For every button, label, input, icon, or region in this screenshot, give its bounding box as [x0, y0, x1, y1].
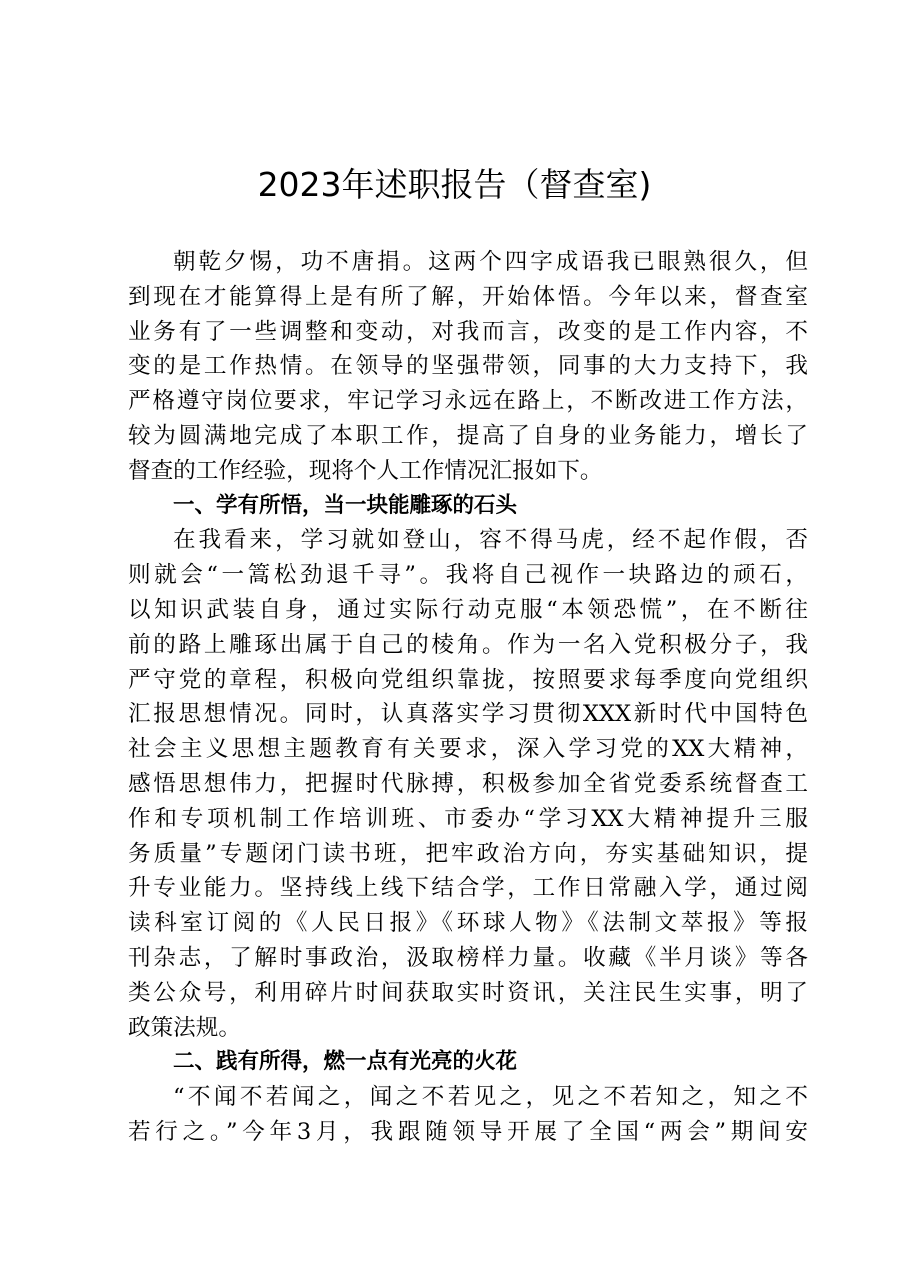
text-line: 较为圆满地完成了本职工作，提高了自身的业务能力，增长了 — [128, 422, 808, 449]
text-line: 业务有了一些调整和变动，对我而言，改变的是工作内容，不 — [128, 318, 808, 345]
text-line: 若行之。”今年3月，我跟随领导开展了全国“两会”期间安 — [128, 1118, 808, 1145]
document-title: 2023年述职报告（督查室) — [257, 165, 652, 204]
text-line: 则就会“一篙松劲退千寻”。我将自己视作一块路边的顽石， — [128, 562, 808, 589]
text-line: 务质量”专题闭门读书班，把牢政治方向，夯实基础知识，提 — [128, 840, 808, 867]
text-line: 前的路上雕琢出属于自己的棱角。作为一名入党积极分子，我 — [128, 631, 808, 658]
text-line: 读科室订阅的《人民日报》《环球人物》《法制文萃报》等报 — [128, 910, 808, 937]
section-heading: 一、学有所悟，当一块能雕琢的石头 — [173, 492, 518, 518]
text-line: “不闻不若闻之，闻之不若见之，见之不若知之，知之不 — [173, 1084, 808, 1111]
text-line: 汇报思想情况。同时，认真落实学习贯彻XXX新时代中国特色 — [128, 701, 808, 728]
text-line: 作和专项机制工作培训班、市委办“学习XX大精神提升三服 — [128, 805, 808, 832]
text-line: 督查的工作经验，现将个人工作情况汇报如下。 — [128, 457, 603, 484]
text-line: 升专业能力。坚持线上线下结合学，工作日常融入学，通过阅 — [128, 875, 808, 902]
text-line: 感悟思想伟力，把握时代脉搏，积极参加全省党委系统督查工 — [128, 770, 808, 797]
text-line: 类公众号，利用碎片时间获取实时资讯，关注民生实事，明了 — [128, 979, 808, 1006]
text-line: 严格遵守岗位要求，牢记学习永远在路上，不断改进工作方法， — [128, 388, 808, 415]
text-line: 在我看来，学习就如登山，容不得马虎，经不起作假，否 — [173, 527, 808, 554]
text-line: 变的是工作热情。在领导的坚强带领，同事的大力支持下，我 — [128, 353, 808, 380]
text-line: 到现在才能算得上是有所了解，开始体悟。今年以来，督查室 — [128, 283, 808, 310]
text-line: 朝乾夕惕，功不唐捐。这两个四字成语我已眼熟很久，但 — [173, 249, 808, 275]
section-heading: 二、践有所得，燃一点有光亮的火花 — [173, 1049, 518, 1075]
text-line: 刊杂志，了解时事政治，汲取榜样力量。收藏《半月谈》等各 — [128, 944, 808, 971]
document-body — [128, 245, 808, 1150]
text-line: 社会主义思想主题教育有关要求，深入学习党的XX大精神， — [128, 736, 808, 763]
text-line: 政策法规。 — [128, 1014, 241, 1041]
text-line: 严守党的章程，积极向党组织靠拢，按照要求每季度向党组织 — [128, 666, 808, 693]
text-line: 以知识武装自身，通过实际行动克服“本领恐慌”，在不断往 — [128, 596, 808, 623]
